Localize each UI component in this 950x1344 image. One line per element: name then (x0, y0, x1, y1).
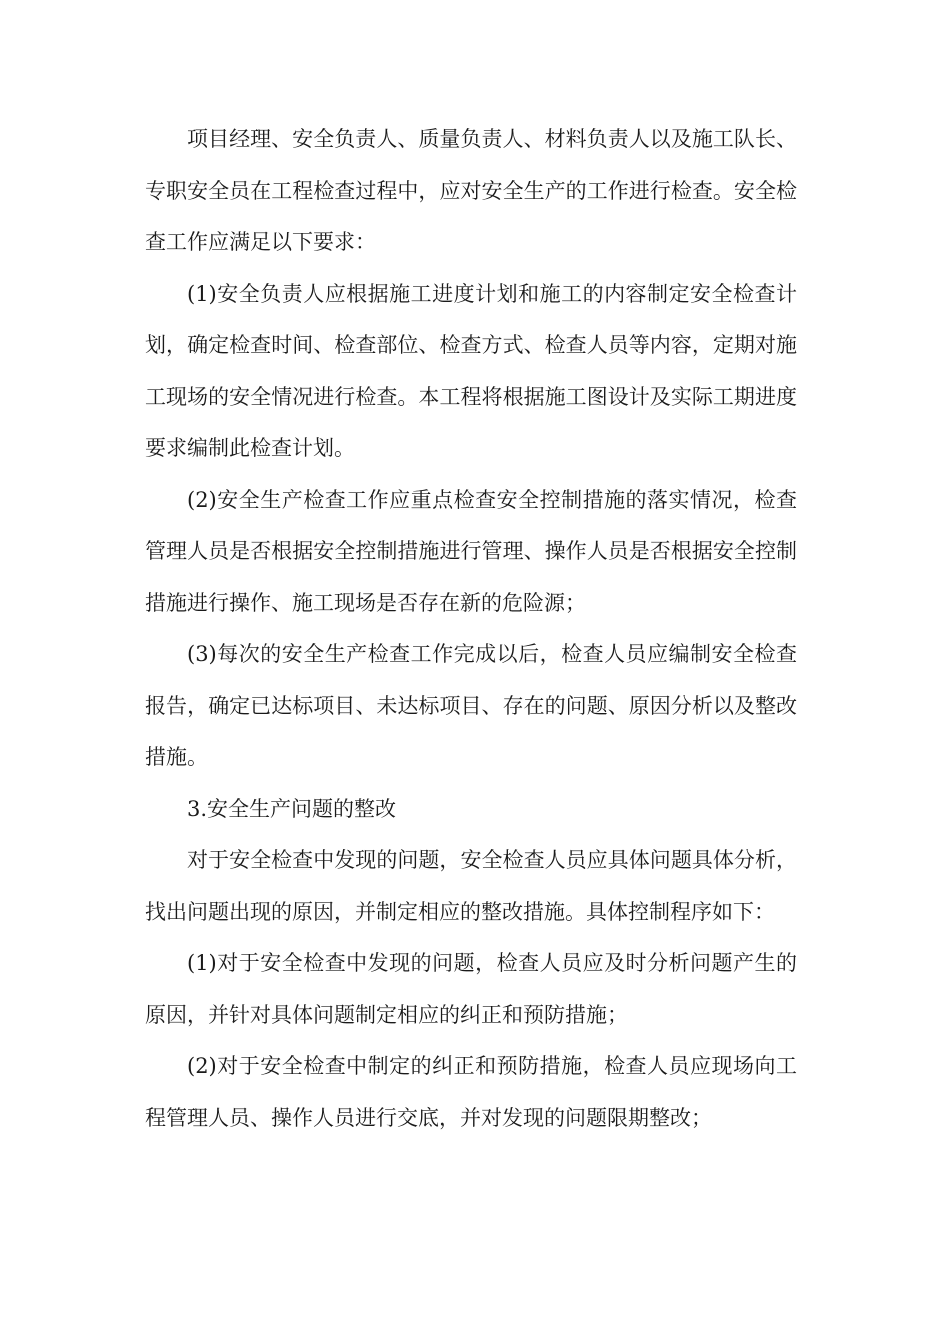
requirement-3-paragraph: (3)每次的安全生产检查工作完成以后，检查人员应编制安全检查报告，确定已达标项目、未达标项目、存在的问题、原因分析以及整改措施。 (145, 642, 797, 769)
section-heading: 3.安全生产问题的整改 (187, 796, 397, 821)
intro-paragraph: 项目经理、安全负责人、质量负责人、材料负责人以及施工队长、专职安全员在工程检查过程中，应对安全生产的工作进行检查。安全检查工作应满足以下要求： (145, 127, 797, 254)
document-body (145, 114, 797, 1144)
procedure-2-paragraph: (2)对于安全检查中制定的纠正和预防措施，检查人员应现场向工程管理人员、操作人员进行交底，并对发现的问题限期整改； (145, 1054, 797, 1130)
procedure-1-paragraph: (1)对于安全检查中发现的问题，检查人员应及时分析问题产生的原因，并针对具体问题制定相应的纠正和预防措施； (145, 951, 797, 1027)
rectification-intro-paragraph: 对于安全检查中发现的问题，安全检查人员应具体问题具体分析，找出问题出现的原因，并制定相应的整改措施。具体控制程序如下： (145, 848, 797, 924)
requirement-2-paragraph: (2)安全生产检查工作应重点检查安全控制措施的落实情况，检查管理人员是否根据安全控制措施进行管理、操作人员是否根据安全控制措施进行操作、施工现场是否存在新的危险源； (145, 487, 797, 615)
requirement-1-paragraph: (1)安全负责人应根据施工进度计划和施工的内容制定安全检查计划，确定检查时间、检查部位、检查方式、检查人员等内容，定期对施工现场的安全情况进行检查。本工程将根据施工图设计及实际工期进度要求编制此检查计划。 (145, 281, 797, 460)
